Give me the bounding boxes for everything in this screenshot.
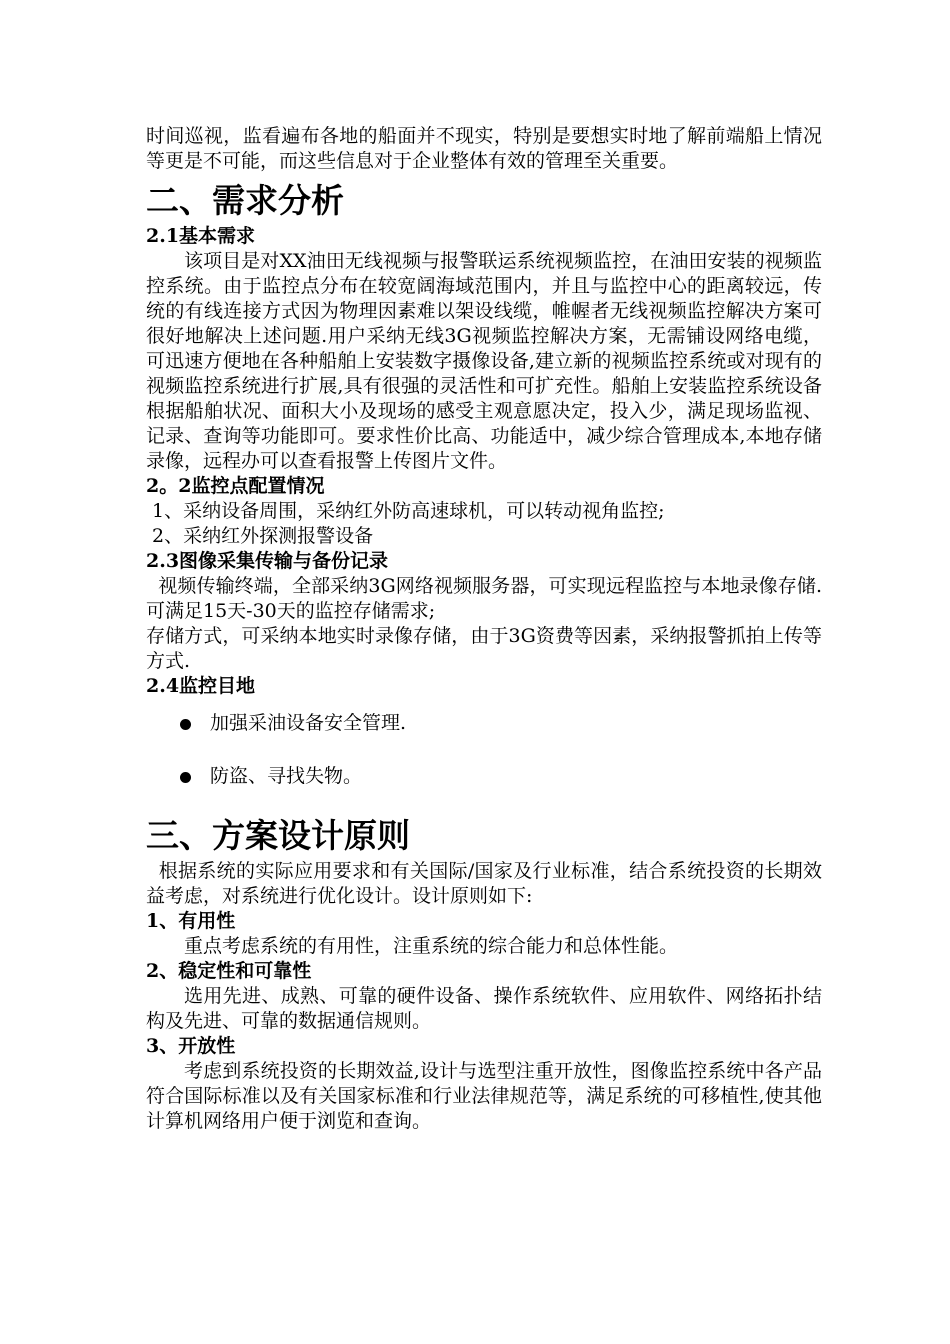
intro-paragraph: 时间巡视，监看遍布各地的船面并不现实，特别是要想实时地了解前端船上情况等更是不可能，而这些信息对于企业整体有效的管理至关重要。 — [146, 125, 822, 172]
subsection-2-1-paragraph: 该项目是对XX油田无线视频与报警联运系统视频监控，在油田安装的视频监控系统。由于监控点分布在较宽阔海域范围内，并且与监控中心的距离较远，传统的有线连接方式因为物理因素难以架设线缆，帷幄者无线视频监控解决方案可很好地解决上述问题.用户采纳无线3G视频监控解决方案，无需铺设网络电缆，可迅速方便地在各种船舶上安装数字摄像设备,建立新的视频监控系统或对现有的视频监控系统进行扩展,具有很强的灵活性和可扩充性。船舶上安装监控系统设备根据船舶状况、面积大小及现场的感受主观意愿决定，投入少，满足现场监视、记录、查询等功能即可。要求性价比高、功能适中，减少综合管理成本,本地存储录像，远程办可以查看报警上传图片文件。 — [146, 250, 822, 472]
subsection-2-2-line2: 2、采纳红外探测报警设备 — [146, 525, 374, 547]
subsection-2-4-heading: 2.4监控目地 — [146, 675, 256, 697]
bullet-text: 加强采油设备安全管理. — [210, 712, 407, 734]
principle-3-paragraph: 考虑到系统投资的长期效益,设计与选型注重开放性，图像监控系统中各产品符合国际标准以及有关国家标准和行业法律规范等，满足系统的可移植性,使其他计算机网络用户便于浏览和查询。 — [146, 1060, 822, 1132]
subsection-2-2-line1: 1、采纳设备周围，采纳红外防高速球机，可以转动视角监控; — [146, 500, 665, 522]
bullet-item — [146, 764, 822, 789]
bullet-text: 防盗、寻找失物。 — [210, 765, 363, 787]
principle-2-heading: 2、稳定性和可靠性 — [146, 960, 312, 982]
bullet-dot-icon — [180, 772, 191, 783]
principle-1-paragraph: 重点考虑系统的有用性，注重系统的综合能力和总体性能。 — [184, 935, 679, 957]
subsection-2-3-heading: 2.3图像采集传输与备份记录 — [146, 550, 389, 572]
section3-intro: 根据系统的实际应用要求和有关国际/国家及行业标准，结合系统投资的长期效益考虑，对系统进行优化设计。设计原则如下: — [146, 860, 822, 907]
document-body — [146, 124, 822, 1134]
subsection-2-2-heading: 2。2监控点配置情况 — [146, 475, 325, 497]
bullet-item — [146, 711, 822, 736]
bullet-dot-icon — [180, 719, 191, 730]
section2-heading: 二、需求分析 — [146, 181, 344, 220]
section3-heading: 三、方案设计原则 — [146, 816, 410, 855]
principle-1-heading: 1、有用性 — [146, 910, 236, 932]
subsection-2-3-paragraph1: 视频传输终端，全部采纳3G网络视频服务器，可实现远程监控与本地录像存储.可满足15天-30天的监控存储需求; — [146, 575, 822, 622]
goal-bullet-list — [146, 711, 822, 789]
subsection-2-3-paragraph2: 存储方式，可采纳本地实时录像存储，由于3G资费等因素，采纳报警抓拍上传等方式. — [146, 625, 822, 672]
principle-3-heading: 3、开放性 — [146, 1035, 236, 1057]
principle-2-paragraph: 选用先进、成熟、可靠的硬件设备、操作系统软件、应用软件、网络拓扑结构及先进、可靠的数据通信规则。 — [146, 985, 822, 1032]
subsection-2-1-heading: 2.1基本需求 — [146, 225, 256, 247]
